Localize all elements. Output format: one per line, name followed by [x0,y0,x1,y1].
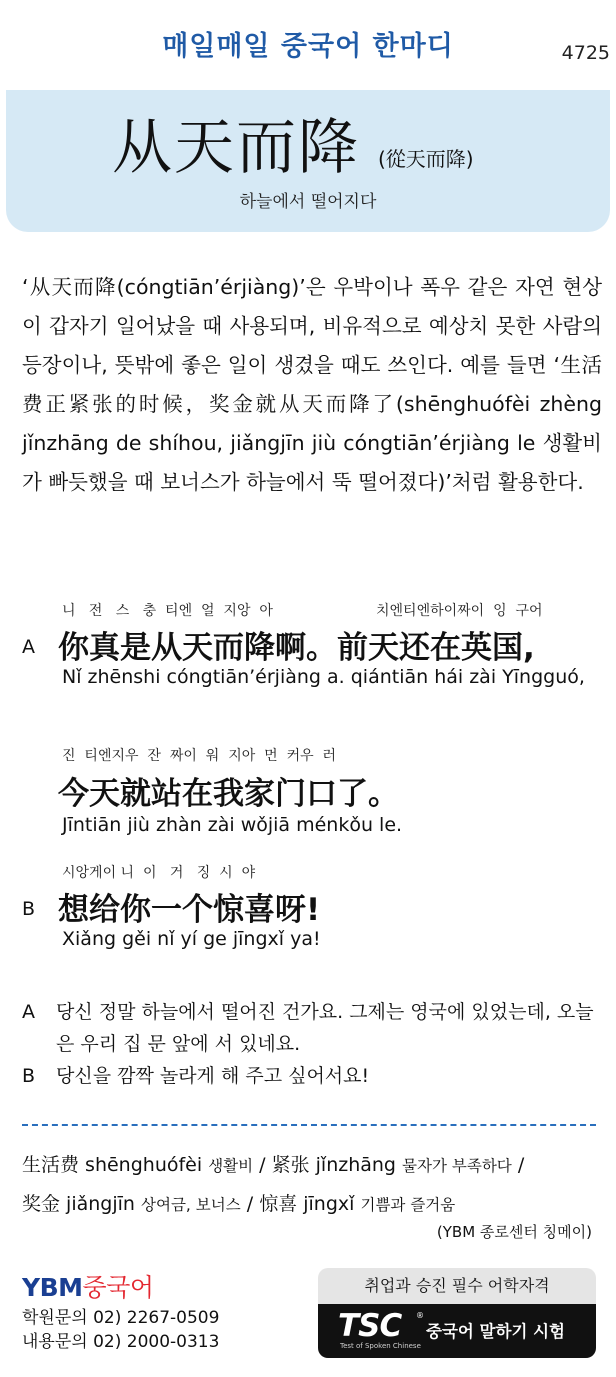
vocab-word: 紧张 jǐnzhāng [271,1154,396,1176]
vocab-meaning: 물자가 부족하다 [402,1157,512,1175]
brand-ybm: YBM [22,1273,83,1302]
dialogue-a2-chinese: 今天就站在我家门口了。 [58,776,399,812]
vocab-line [22,1185,612,1224]
dialogue-a1-pinyin: Nǐ zhēnshi cóngtiān’érjiàng a. qiántiān hái zài Yīngguó, [62,666,585,688]
issue-number: 4725 [561,42,610,64]
explanation-text: ‘从天而降(cóngtiān’érjiàng)’은 우박이나 폭우 같은 자연 현상이 갑자기 일어났을 때 사용되며, 비유적으로 예상치 못한 사람의 등장이나, 뜻밖에 좋은 일이 생겼을 때도 쓰인다. 예를 들면 ‘生活费正紧张的时候，奖金就从天而降了(shēnghuófèi zhèng jǐnzhāng de shíhou, jiǎngjīn jiù cóngtiān’érjiàng le 생활비가 빠듯했을 때 보너스가 하늘에서 뚝 떨어졌다)’처럼 활용한다. [22,275,602,494]
vocab-separator: / [240,1193,260,1215]
brand-chinese: 중국어 [82,1273,154,1302]
dashed-divider [22,1124,596,1126]
tsc-logo: TSC [338,1308,402,1344]
phrase-hanzi: 从天而降 [112,113,360,183]
tsc-subtitle: Test of Spoken Chinese [340,1342,421,1350]
dialogue-a1-chinese [58,622,535,667]
ruby-b1: 시앙게이 니 이 거 징 시 야 [62,865,256,881]
speaker-label: A [22,1001,35,1023]
vocab-meaning: 생활비 [208,1157,254,1175]
contact-info [22,1306,219,1354]
promo-tagline: 취업과 승진 필수 어학자격 [318,1268,596,1304]
vocab-word: 惊喜 jīngxǐ [259,1193,355,1215]
phrase-traditional: (從天而降) [378,147,474,171]
speaker-label: B [22,1065,36,1087]
contact-line: 내용문의 02) 2000-0313 [22,1332,220,1352]
translation-row [22,996,602,1060]
dialogue-b1-chinese: 想给你一个惊喜呀! [58,892,321,928]
series-title: 매일매일 중국어 한마디 [162,31,454,62]
registered-mark: ® [416,1311,424,1320]
ruby-a2: 진 티엔지우 잔 짜이 워 지아 먼 커우 러 [62,748,337,764]
dialogue-b1-pinyin: Xiǎng gěi nǐ yí ge jīngxǐ ya! [62,928,321,950]
author-credit: (YBM 종로센터 칭메이) [436,1223,592,1241]
speaker-label: B [22,898,36,920]
dialogue-a2-pinyin: Jīntiān jiù zhàn zài wǒjiā ménkǒu le. [62,814,403,836]
vocabulary [22,1146,612,1224]
translation-text: 당신 정말 하늘에서 떨어진 건가요. 그제는 영국에 있었는데, 오늘은 우리 집 문 앞에 서 있네요. [56,1001,594,1055]
vocab-word: 生活费 shēnghuófèi [22,1154,203,1176]
tsc-label: 중국어 말하기 시험 [426,1322,566,1341]
vocab-line [22,1146,612,1185]
chinese-text: 你真是 [58,630,151,666]
translation-row [22,1060,602,1092]
vocab-separator: / [253,1154,272,1176]
ruby-a1-first: 니 전 스 충 티엔 얼 지앙 아 [62,603,273,619]
vocab-separator: / [511,1154,525,1176]
phrase-meaning: 하늘에서 떨어지다 [239,192,377,212]
vocab-word: 奖金 jiǎngjīn [22,1193,135,1215]
brand-logo [22,1268,154,1304]
highlighted-phrase: 从天而降 [151,630,275,666]
translation [22,996,602,1092]
translation-text: 당신을 깜짝 놀라게 해 주고 싶어서요! [56,1065,370,1087]
ruby-a1-second: 치엔티엔하이짜이 잉 구어 [376,603,543,619]
vocab-meaning: 기쁨과 즐거움 [360,1196,456,1214]
vocab-meaning: 상여금, 보너스 [141,1196,241,1214]
contact-line: 학원문의 02) 2267-0509 [22,1308,220,1328]
chinese-text: 啊。前天还在英国, [275,630,535,666]
speaker-label: A [22,636,35,658]
